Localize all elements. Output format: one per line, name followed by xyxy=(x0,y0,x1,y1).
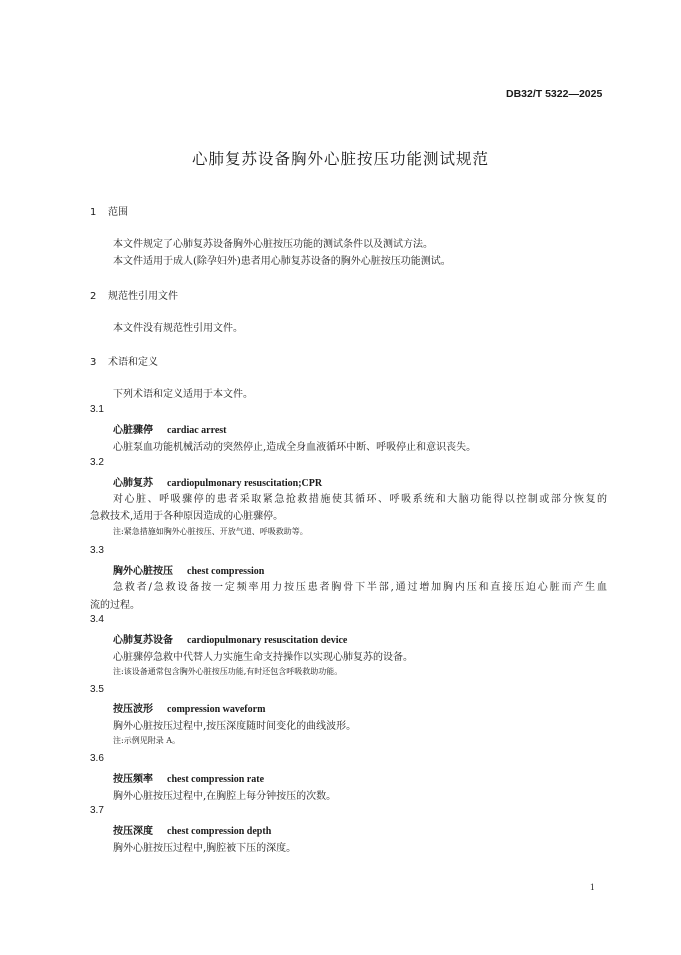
paragraph: 本文件规定了心肺复苏设备胸外心脏按压功能的测试条件以及测试方法。 xyxy=(113,239,433,250)
term-cn: 按压波形 xyxy=(113,704,153,715)
term-number: 3.4 xyxy=(90,614,104,625)
term-note: 注:示例见附录 A。 xyxy=(113,736,181,745)
term-cn: 胸外心脏按压 xyxy=(113,566,173,577)
term-cn: 心肺复苏 xyxy=(113,478,153,489)
term-definition: 胸外心脏按压过程中,按压深度随时间变化的曲线波形。 xyxy=(113,721,357,732)
paragraph: 下列术语和定义适用于本文件。 xyxy=(113,389,253,400)
term-entry xyxy=(113,474,322,489)
term-definition: 急救者/急救设备按一定频率用力按压患者胸骨下半部,通过增加胸内压和直接压迫心脏而产生血 xyxy=(113,582,607,593)
term-entry xyxy=(113,770,264,785)
term-definition: 胸外心脏按压过程中,胸腔被下压的深度。 xyxy=(113,843,297,854)
term-en: cardiac arrest xyxy=(167,425,227,436)
term-number: 3.1 xyxy=(90,404,104,415)
section-heading-scope xyxy=(90,203,128,218)
term-definition-continued: 急救技术,适用于各种原因造成的心脏骤停。 xyxy=(90,511,284,522)
term-en: cardiopulmonary resuscitation device xyxy=(187,635,348,646)
term-cn: 心肺复苏设备 xyxy=(113,635,173,646)
term-number: 3.3 xyxy=(90,545,104,556)
section-title: 术语和定义 xyxy=(108,357,158,368)
section-number: 3 xyxy=(90,357,97,368)
term-number: 3.5 xyxy=(90,684,104,695)
term-definition: 心脏骤停急救中代替人力实施生命支持操作以实现心肺复苏的设备。 xyxy=(113,652,413,663)
term-definition: 对心脏、呼吸骤停的患者采取紧急抢救措施使其循环、呼吸系统和大脑功能得以控制或部分恢复的 xyxy=(113,494,607,505)
section-title: 规范性引用文件 xyxy=(108,291,178,302)
section-title: 范围 xyxy=(108,207,128,218)
term-definition: 胸外心脏按压过程中,在胸腔上每分钟按压的次数。 xyxy=(113,791,337,802)
term-note: 注:该设备通常包含胸外心脏按压功能,有时还包含呼吸救助功能。 xyxy=(113,667,343,676)
standard-code: DB32/T 5322—2025 xyxy=(506,88,603,100)
term-en: chest compression depth xyxy=(167,826,272,837)
page-number: 1 xyxy=(590,882,595,892)
term-entry xyxy=(113,562,264,577)
paragraph: 本文件适用于成人(除孕妇外)患者用心肺复苏设备的胸外心脏按压功能测试。 xyxy=(113,256,451,267)
term-en: chest compression rate xyxy=(167,774,265,785)
section-number: 2 xyxy=(90,291,97,302)
term-entry xyxy=(113,421,227,436)
paragraph: 本文件没有规范性引用文件。 xyxy=(113,323,243,334)
term-en: compression waveform xyxy=(167,704,266,715)
term-cn: 按压频率 xyxy=(113,774,153,785)
term-number: 3.2 xyxy=(90,457,104,468)
section-heading-terms xyxy=(90,353,158,368)
term-number: 3.7 xyxy=(90,805,104,816)
document-title: 心肺复苏设备胸外心脏按压功能测试规范 xyxy=(191,150,489,168)
term-entry xyxy=(113,631,347,646)
term-definition-continued: 流的过程。 xyxy=(90,600,140,611)
term-en: cardiopulmonary resuscitation;CPR xyxy=(167,478,323,489)
term-definition: 心脏泵血功能机械活动的突然停止,造成全身血液循环中断、呼吸停止和意识丧失。 xyxy=(113,442,477,453)
term-note: 注:紧急措施如胸外心脏按压、开放气道、呼吸救助等。 xyxy=(113,527,308,536)
term-entry xyxy=(113,700,265,715)
term-entry xyxy=(113,822,271,837)
section-heading-normative-references xyxy=(90,287,178,302)
section-number: 1 xyxy=(90,207,97,218)
term-en: chest compression xyxy=(187,566,265,577)
term-cn: 按压深度 xyxy=(113,826,153,837)
term-number: 3.6 xyxy=(90,753,104,764)
term-cn: 心脏骤停 xyxy=(113,425,153,436)
